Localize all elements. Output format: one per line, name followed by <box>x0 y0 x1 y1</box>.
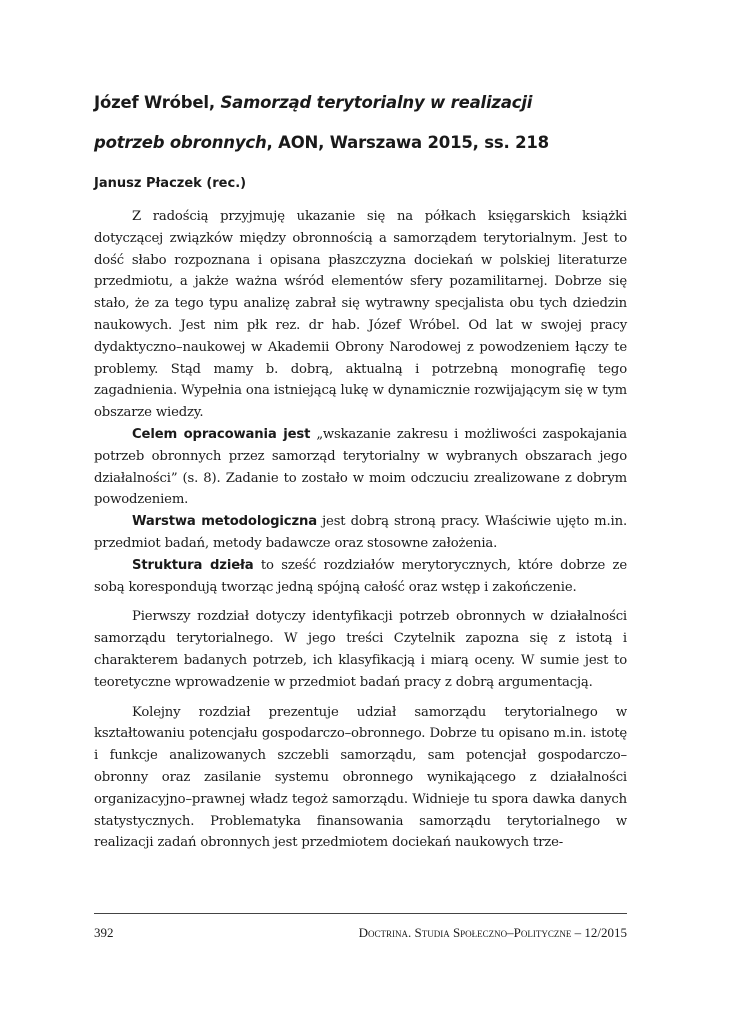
paragraph-text: jest dobrą stroną pracy. Właściwie ujęto m.in. przedmiot badań, metody badawcze oraz stosowne założenia. <box>94 514 627 551</box>
paragraph-text: „wskazanie zakresu i możliwości zaspokajania potrzeb obronnych przez samorząd terytorialny w wybranych obszarach jego działalności” (s. 8). Zadanie to zostało w moim odczuciu zrealizowane z dobrym powodzeniem. <box>94 426 627 508</box>
paragraph-structure <box>94 555 627 599</box>
book-title-line-1 <box>94 93 627 112</box>
paragraph-text: Z radością przyjmuję ukazanie się na półkach księgarskich książki dotyczącej związków między obronnością a samorządem terytorialnym. Jest to dość słabo rozpoznana i opisana płaszczyzna dociekań w polskiej literaturze przedmiotu, a jakże ważna wśród elementów sfery pozamilitarnej. Dobrze się stało, że za tego typu analizę zabrał się wytrawny specjalista obu tych dziedzin naukowych. Jest nim płk rez. dr hab. Józef Wróbel. Od lat w swojej pracy dydaktyczno–naukowej w Akademii Obrony Narodowej z powodzeniem łączy te problemy. Stąd mamy b. dobrą, aktualną i potrzebną monografię tego zagadnienia. Wypełnia ona istniejącą lukę w dynamicznie rozwijającym się w tym obszarze wiedzy. <box>94 209 627 421</box>
book-publication-info: , AON, Warszawa 2015, ss. 218 <box>266 133 549 152</box>
paragraph-chapter-1 <box>94 606 627 693</box>
paragraph-methodology <box>94 511 627 555</box>
paragraph-lead: Struktura dzieła <box>132 557 254 573</box>
paragraph-text: Pierwszy rozdział dotyczy identyfikacji potrzeb obronnych w działalności samorządu terytorialnego. W jego treści Czytelnik zapozna się z istotą i charakterem badanych potrzeb, ich klasyfikacją i miarą oceny. W sumie jest to teoretyczne wprowadzenie w przedmiot badań pracy z dobrą argumentacją. <box>94 609 627 690</box>
reviewer-name: Janusz Płaczek (rec.) <box>94 176 247 191</box>
journal-name: Doctrina. Studia Społeczno–Polityczne – 12/2015 <box>358 925 627 940</box>
book-title-part-1: Samorząd terytorialny w realizacji <box>220 93 533 112</box>
review-body <box>94 206 627 854</box>
paragraph-text: to sześć rozdziałów merytorycznych, które dobrze ze sobą korespondują tworząc jedną spójną całość oraz wstęp i zakończenie. <box>94 557 627 595</box>
book-title-line-2 <box>94 133 627 152</box>
paragraph-chapter-2 <box>94 702 627 855</box>
page-number: 392 <box>94 925 114 940</box>
paragraph-lead: Celem opracowania jest <box>132 426 311 442</box>
paragraph-lead: Warstwa metodologiczna <box>132 514 317 530</box>
paragraph-intro <box>94 206 627 424</box>
paragraph-text: Kolejny rozdział prezentuje udział samorządu terytorialnego w kształtowaniu potencjału gospodarczo–obronnego. Dobrze tu opisano m.in. istotę i funkcje analizowanych szczebli samorządu, sam potencjał gospodarczo–obronny oraz zasilanie systemu obronnego wynikającego z działalności organizacyjno–prawnej władz tegoż samorządu. Widnieje tu spora dawka danych statystycznych. Problematyka finansowania samorządu terytorialnego w realizacji zadań obronnych jest przedmiotem dociekań naukowych trze- <box>94 704 627 851</box>
book-title-part-2: potrzeb obronnych <box>94 133 267 152</box>
paragraph-aim <box>94 424 627 511</box>
book-author: Józef Wróbel, <box>94 93 221 112</box>
footer-divider <box>94 913 627 914</box>
